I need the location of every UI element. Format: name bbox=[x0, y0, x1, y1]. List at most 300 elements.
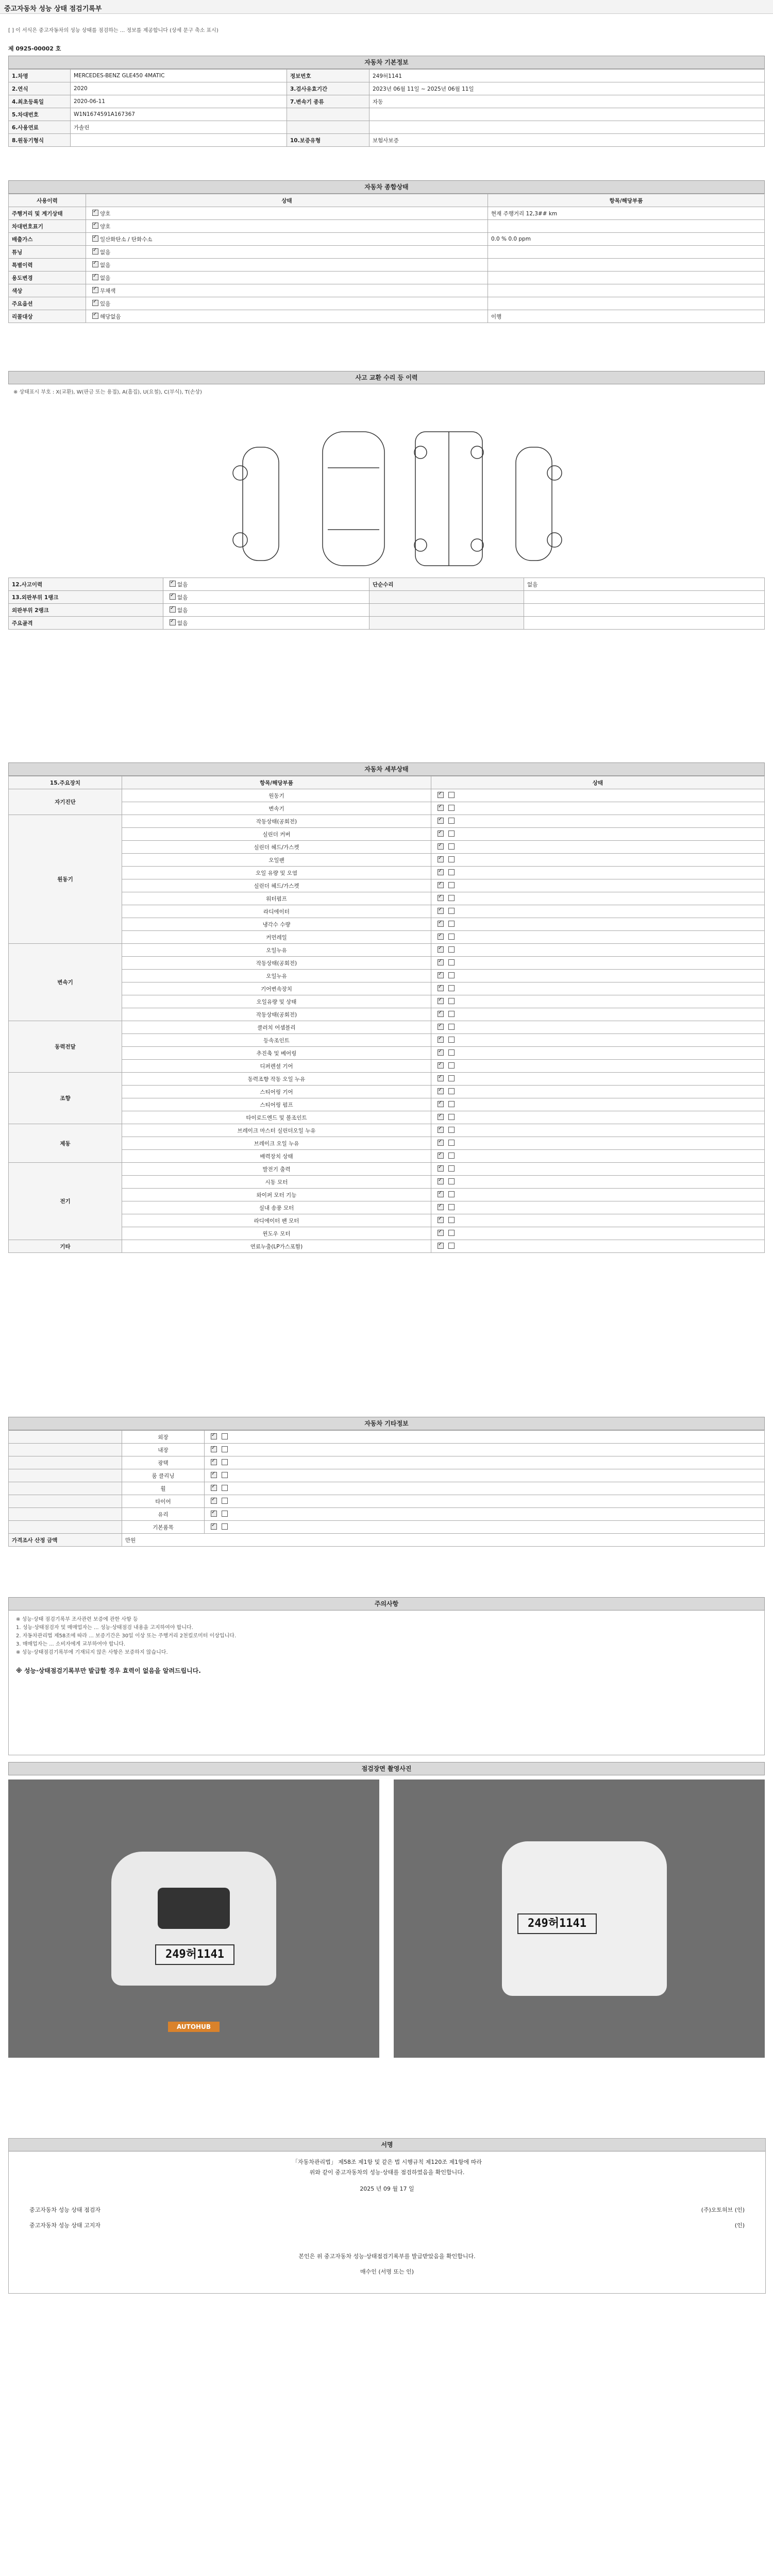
checkbox-unchecked[interactable] bbox=[448, 1153, 455, 1159]
checkbox-unchecked[interactable] bbox=[222, 1485, 228, 1491]
checkbox-checked[interactable] bbox=[438, 908, 444, 914]
signature-line-2: 위와 같이 중고자동차의 성능·상태를 점검하였음을 확인합니다. bbox=[309, 2169, 465, 2176]
other-item-label: 휠 bbox=[122, 1482, 205, 1495]
rear-plate: 249허1141 bbox=[517, 1913, 597, 1934]
checkbox-unchecked[interactable] bbox=[448, 792, 455, 798]
detail-item-label: 실린더 헤드/가스켓 bbox=[122, 879, 431, 892]
checkbox-checked[interactable] bbox=[92, 274, 98, 280]
notes-line: 2. 자동차관리법 제58조에 따라 ... 보증기간은 30일 이상 또는 주행거리 2천킬로미터 이상입니다. bbox=[16, 1633, 237, 1639]
detail-row bbox=[9, 918, 765, 931]
general-state-heading: 자동차 종합상태 bbox=[8, 180, 765, 194]
general-label: 차대번호표기 bbox=[9, 220, 86, 233]
detail-row bbox=[9, 1163, 765, 1176]
detail-item-label: 라디에이터 bbox=[122, 905, 431, 918]
signature-section bbox=[8, 2138, 766, 2294]
buyer-line: 매수인 (서명 또는 인) bbox=[360, 2268, 414, 2275]
basic-row bbox=[9, 121, 765, 134]
checkbox-checked[interactable] bbox=[438, 1011, 444, 1017]
checkbox-unchecked[interactable] bbox=[448, 959, 455, 965]
detail-row bbox=[9, 1021, 765, 1034]
general-row bbox=[9, 246, 765, 259]
checkbox-checked[interactable] bbox=[438, 1217, 444, 1223]
checkbox-unchecked[interactable] bbox=[448, 1204, 455, 1210]
checkbox-unchecked[interactable] bbox=[448, 1191, 455, 1197]
checkbox-unchecked[interactable] bbox=[448, 1075, 455, 1081]
grille-shape bbox=[158, 1888, 230, 1929]
other-state-cell bbox=[205, 1495, 765, 1508]
checkbox-checked[interactable] bbox=[438, 1088, 444, 1094]
checkbox-unchecked[interactable] bbox=[448, 934, 455, 940]
detail-row bbox=[9, 905, 765, 918]
checkbox-checked[interactable] bbox=[211, 1472, 217, 1478]
detail-row bbox=[9, 1073, 765, 1086]
other-group-cell bbox=[9, 1482, 122, 1495]
checkbox-checked[interactable] bbox=[211, 1498, 217, 1504]
other-group-cell bbox=[9, 1431, 122, 1444]
checkbox-checked[interactable] bbox=[438, 818, 444, 824]
checkbox-unchecked[interactable] bbox=[448, 1037, 455, 1043]
checkbox-unchecked[interactable] bbox=[448, 972, 455, 978]
detail-item-label: 라디에이터 팬 모터 bbox=[122, 1214, 431, 1227]
detail-row bbox=[9, 1189, 765, 1201]
other-item-label: 유리 bbox=[122, 1508, 205, 1521]
general-note: 이행 bbox=[488, 310, 765, 323]
detail-state-cell bbox=[431, 1201, 765, 1214]
detail-row bbox=[9, 982, 765, 995]
basic-value-2: 보험사보증 bbox=[369, 134, 765, 147]
detail-row bbox=[9, 828, 765, 841]
detail-state-cell bbox=[431, 1098, 765, 1111]
general-value: 있음 bbox=[100, 300, 111, 307]
checkbox-unchecked[interactable] bbox=[448, 1101, 455, 1107]
front-photo bbox=[8, 1780, 379, 2058]
inspector-name: (주)오토허브 (인) bbox=[701, 2207, 745, 2213]
detail-state-cell bbox=[431, 931, 765, 944]
detail-item-label: 기어변속장치 bbox=[122, 982, 431, 995]
checkbox-unchecked[interactable] bbox=[448, 1011, 455, 1017]
checkbox-unchecked[interactable] bbox=[448, 1049, 455, 1056]
checkbox-checked[interactable] bbox=[438, 1140, 444, 1146]
damage-row bbox=[9, 617, 765, 630]
general-note bbox=[488, 259, 765, 272]
checkbox-checked[interactable] bbox=[438, 805, 444, 811]
checkbox-checked[interactable] bbox=[438, 921, 444, 927]
general-label: 주요옵션 bbox=[9, 297, 86, 310]
checkbox-unchecked[interactable] bbox=[448, 1127, 455, 1133]
detail-item-label: 동력조향 작동 오일 누유 bbox=[122, 1073, 431, 1086]
checkbox-unchecked[interactable] bbox=[448, 1230, 455, 1236]
checkbox-checked[interactable] bbox=[438, 1024, 444, 1030]
basic-value-2 bbox=[369, 121, 765, 134]
other-row bbox=[9, 1495, 765, 1508]
general-row bbox=[9, 272, 765, 284]
other-item-label: 광택 bbox=[122, 1456, 205, 1469]
checkbox-unchecked[interactable] bbox=[448, 1178, 455, 1184]
signature-date: 2025 년 09 월 17 일 bbox=[360, 2185, 414, 2192]
checkbox-unchecked[interactable] bbox=[448, 985, 455, 991]
checkbox-unchecked[interactable] bbox=[448, 1140, 455, 1146]
other-state-cell bbox=[205, 1456, 765, 1469]
basic-label: 5.차대번호 bbox=[9, 108, 71, 121]
checkbox-unchecked[interactable] bbox=[222, 1446, 228, 1452]
general-note bbox=[488, 246, 765, 259]
basic-label: 8.원동기형식 bbox=[9, 134, 71, 147]
checkbox-unchecked[interactable] bbox=[448, 1114, 455, 1120]
general-label: 튜닝 bbox=[9, 246, 86, 259]
detail-row bbox=[9, 944, 765, 957]
detail-state-cell bbox=[431, 995, 765, 1008]
detail-row bbox=[9, 789, 765, 802]
checkbox-checked[interactable] bbox=[438, 959, 444, 965]
checkbox-unchecked[interactable] bbox=[448, 843, 455, 850]
detail-state-cell bbox=[431, 892, 765, 905]
detail-row bbox=[9, 802, 765, 815]
checkbox-checked[interactable] bbox=[438, 1037, 444, 1043]
damage-label-2: 단순수리 bbox=[369, 578, 524, 591]
car-top-view-icon bbox=[323, 432, 384, 566]
general-label: 배출가스 bbox=[9, 233, 86, 246]
detail-item-label: 오일 유량 및 오염 bbox=[122, 867, 431, 879]
checkbox-checked[interactable] bbox=[438, 856, 444, 862]
damage-value-cell bbox=[163, 617, 369, 630]
detail-item-label: 냉각수 수량 bbox=[122, 918, 431, 931]
basic-value: 2020 bbox=[71, 82, 287, 95]
damage-value: 없음 bbox=[177, 594, 188, 601]
other-group-cell bbox=[9, 1521, 122, 1534]
basic-value-2 bbox=[369, 108, 765, 121]
detail-row bbox=[9, 1214, 765, 1227]
checkbox-checked[interactable] bbox=[92, 235, 98, 242]
detail-state-cell bbox=[431, 854, 765, 867]
detail-col-item: 항목/해당부품 bbox=[122, 776, 431, 789]
checkbox-checked[interactable] bbox=[438, 985, 444, 991]
checkbox-unchecked[interactable] bbox=[448, 818, 455, 824]
checkbox-unchecked[interactable] bbox=[448, 831, 455, 837]
checkbox-unchecked[interactable] bbox=[448, 998, 455, 1004]
checkbox-checked[interactable] bbox=[170, 606, 176, 613]
basic-row bbox=[9, 95, 765, 108]
detail-state-cell bbox=[431, 1021, 765, 1034]
checkbox-unchecked[interactable] bbox=[222, 1523, 228, 1530]
detail-group-label: 변속기 bbox=[9, 944, 122, 1021]
checkbox-checked[interactable] bbox=[438, 1191, 444, 1197]
checkbox-checked[interactable] bbox=[438, 1114, 444, 1120]
basic-info-section bbox=[8, 56, 765, 147]
checkbox-unchecked[interactable] bbox=[222, 1511, 228, 1517]
other-row bbox=[9, 1482, 765, 1495]
detail-state-cell bbox=[431, 982, 765, 995]
detail-row bbox=[9, 1124, 765, 1137]
general-row bbox=[9, 310, 765, 323]
damage-label: 외판부위 2랭크 bbox=[9, 604, 163, 617]
other-item-label: 기본품목 bbox=[122, 1521, 205, 1534]
detail-row bbox=[9, 1060, 765, 1073]
detail-state-cell bbox=[431, 918, 765, 931]
checkbox-unchecked[interactable] bbox=[448, 856, 455, 862]
detail-state-cell bbox=[431, 1150, 765, 1163]
checkbox-checked[interactable] bbox=[438, 869, 444, 875]
other-item-label: 내장 bbox=[122, 1444, 205, 1456]
detail-row bbox=[9, 1137, 765, 1150]
basic-label: 6.사용연료 bbox=[9, 121, 71, 134]
general-row bbox=[9, 284, 765, 297]
general-state-cell bbox=[86, 259, 488, 272]
other-info-table bbox=[8, 1430, 765, 1547]
checkbox-checked[interactable] bbox=[438, 792, 444, 798]
general-state-table bbox=[8, 194, 765, 323]
basic-value: MERCEDES-BENZ GLE450 4MATIC bbox=[71, 70, 287, 82]
other-info-section bbox=[8, 1417, 765, 1547]
detail-item-label: 타이로드엔드 및 볼조인트 bbox=[122, 1111, 431, 1124]
checkbox-checked[interactable] bbox=[438, 895, 444, 901]
damage-label-2 bbox=[369, 591, 524, 604]
other-item-label: 타이어 bbox=[122, 1495, 205, 1508]
checkbox-unchecked[interactable] bbox=[448, 895, 455, 901]
detail-item-label: 추진축 및 베어링 bbox=[122, 1047, 431, 1060]
damage-value: 없음 bbox=[177, 607, 188, 614]
damage-value: 없음 bbox=[177, 620, 188, 626]
detail-row bbox=[9, 1098, 765, 1111]
general-state-cell bbox=[86, 297, 488, 310]
general-label: 색상 bbox=[9, 284, 86, 297]
detail-state-cell bbox=[431, 905, 765, 918]
checkbox-checked[interactable] bbox=[438, 1062, 444, 1069]
general-row bbox=[9, 259, 765, 272]
checkbox-unchecked[interactable] bbox=[222, 1472, 228, 1478]
other-row bbox=[9, 1456, 765, 1469]
detail-item-label: 클러치 어셈블리 bbox=[122, 1021, 431, 1034]
general-state-section bbox=[8, 180, 765, 323]
checkbox-checked[interactable] bbox=[170, 581, 176, 587]
detail-state-cell bbox=[431, 1111, 765, 1124]
detail-group-label: 제동 bbox=[9, 1124, 122, 1163]
car-left-view-icon bbox=[233, 447, 279, 561]
checkbox-checked[interactable] bbox=[438, 1204, 444, 1210]
other-state-cell bbox=[205, 1444, 765, 1456]
basic-row bbox=[9, 108, 765, 121]
checkbox-checked[interactable] bbox=[92, 210, 98, 216]
detail-group-label: 자기진단 bbox=[9, 789, 122, 815]
damage-value-2 bbox=[524, 617, 765, 630]
general-row bbox=[9, 233, 765, 246]
checkbox-unchecked[interactable] bbox=[448, 1165, 455, 1172]
other-item-label: 외장 bbox=[122, 1431, 205, 1444]
general-value: 해당없음 bbox=[100, 313, 121, 320]
damage-value-2 bbox=[524, 604, 765, 617]
basic-row bbox=[9, 82, 765, 95]
general-label: 특별이력 bbox=[9, 259, 86, 272]
checkbox-checked[interactable] bbox=[92, 300, 98, 306]
checkbox-checked[interactable] bbox=[438, 1153, 444, 1159]
checkbox-unchecked[interactable] bbox=[448, 882, 455, 888]
basic-label: 1.차명 bbox=[9, 70, 71, 82]
basic-label-2: 7.변속기 종류 bbox=[287, 95, 369, 108]
checkbox-checked[interactable] bbox=[438, 972, 444, 978]
detail-item-label: 오일유량 및 상태 bbox=[122, 995, 431, 1008]
rear-photo bbox=[394, 1780, 765, 2058]
checkbox-checked[interactable] bbox=[438, 1178, 444, 1184]
detail-row bbox=[9, 1008, 765, 1021]
checkbox-unchecked[interactable] bbox=[448, 1217, 455, 1223]
basic-label: 4.최초등록일 bbox=[9, 95, 71, 108]
checkbox-checked[interactable] bbox=[92, 287, 98, 293]
checkbox-unchecked[interactable] bbox=[448, 908, 455, 914]
checkbox-unchecked[interactable] bbox=[448, 1062, 455, 1069]
damage-label-2 bbox=[369, 617, 524, 630]
checkbox-unchecked[interactable] bbox=[448, 921, 455, 927]
checkbox-checked[interactable] bbox=[438, 1075, 444, 1081]
checkbox-checked[interactable] bbox=[438, 843, 444, 850]
general-state-cell bbox=[86, 246, 488, 259]
notice-text: [ ] 이 서식은 중고자동차의 성능 상태를 점검하는 ... 정보를 제공합니다 (상세 문구 축소 표시) bbox=[8, 28, 219, 33]
detail-state-cell bbox=[431, 970, 765, 982]
general-note bbox=[488, 220, 765, 233]
checkbox-checked[interactable] bbox=[211, 1511, 217, 1517]
checkbox-checked[interactable] bbox=[211, 1446, 217, 1452]
detail-group-label: 조향 bbox=[9, 1073, 122, 1124]
detail-item-label: 오일팬 bbox=[122, 854, 431, 867]
damage-value-cell bbox=[163, 591, 369, 604]
checkbox-unchecked[interactable] bbox=[448, 1088, 455, 1094]
detail-item-label: 작동상태(공회전) bbox=[122, 815, 431, 828]
damage-row bbox=[9, 604, 765, 617]
detail-row bbox=[9, 867, 765, 879]
basic-label-2 bbox=[287, 108, 369, 121]
detail-state-cell bbox=[431, 1086, 765, 1098]
detail-col-state: 상태 bbox=[431, 776, 765, 789]
general-value: 양호 bbox=[100, 223, 111, 230]
document-number: 제 0925-00002 호 bbox=[8, 45, 61, 52]
detail-item-label: 연료누출(LP가스포함) bbox=[122, 1240, 431, 1253]
checkbox-checked[interactable] bbox=[438, 882, 444, 888]
general-state-cell bbox=[86, 272, 488, 284]
checkbox-checked[interactable] bbox=[438, 998, 444, 1004]
checkbox-checked[interactable] bbox=[170, 619, 176, 625]
detail-row bbox=[9, 1111, 765, 1124]
detail-state-cell bbox=[431, 1073, 765, 1086]
basic-row bbox=[9, 70, 765, 82]
general-note bbox=[488, 272, 765, 284]
checkbox-checked[interactable] bbox=[438, 1101, 444, 1107]
detail-state-cell bbox=[431, 1214, 765, 1227]
detail-state-section bbox=[8, 762, 765, 1253]
other-row bbox=[9, 1469, 765, 1482]
general-value: 없음 bbox=[100, 262, 111, 268]
detail-row bbox=[9, 1047, 765, 1060]
checkbox-checked[interactable] bbox=[211, 1459, 217, 1465]
checkbox-checked[interactable] bbox=[170, 594, 176, 600]
detail-group-label: 기타 bbox=[9, 1240, 122, 1253]
general-col-state: 상태 bbox=[86, 194, 488, 207]
detail-item-label: 시동 모터 bbox=[122, 1176, 431, 1189]
checkbox-unchecked[interactable] bbox=[222, 1433, 228, 1439]
basic-label: 2.연식 bbox=[9, 82, 71, 95]
checkbox-checked[interactable] bbox=[438, 831, 444, 837]
detail-row bbox=[9, 841, 765, 854]
other-group-cell bbox=[9, 1456, 122, 1469]
checkbox-checked[interactable] bbox=[438, 1230, 444, 1236]
other-state-cell bbox=[205, 1469, 765, 1482]
detail-state-cell bbox=[431, 957, 765, 970]
other-group-cell bbox=[9, 1444, 122, 1456]
detail-col-main: 15.주요장치 bbox=[9, 776, 122, 789]
inspector-label: 중고자동차 성능 상태 점검자 bbox=[29, 2207, 101, 2213]
photos-heading: 점검장면 촬영사진 bbox=[8, 1762, 765, 1775]
detail-state-cell bbox=[431, 841, 765, 854]
notes-line: 3. 매매업자는 ... 소비자에게 교부하여야 합니다. bbox=[16, 1641, 126, 1647]
car-right-view-icon bbox=[516, 447, 562, 561]
notes-line: ※ 성능·상태 점검기록부 조사관련 보증에 관한 사항 등 bbox=[16, 1617, 138, 1622]
checkbox-checked[interactable] bbox=[92, 313, 98, 319]
detail-state-cell bbox=[431, 944, 765, 957]
detail-state-cell bbox=[431, 815, 765, 828]
detail-item-label: 발전기 출력 bbox=[122, 1163, 431, 1176]
other-row bbox=[9, 1521, 765, 1534]
general-col-item: 항목/해당부품 bbox=[488, 194, 765, 207]
other-row bbox=[9, 1444, 765, 1456]
notes-heading: 주의사항 bbox=[8, 1597, 765, 1611]
signature-line-1: 「자동차관리법」 제58조 제1항 및 같은 법 시행규칙 제120조 제1항에 따라 bbox=[292, 2159, 482, 2165]
general-label: 리콜대상 bbox=[9, 310, 86, 323]
checkbox-unchecked[interactable] bbox=[448, 946, 455, 953]
detail-group-label: 전기 bbox=[9, 1163, 122, 1240]
checkbox-checked[interactable] bbox=[211, 1485, 217, 1491]
checkbox-checked[interactable] bbox=[92, 261, 98, 267]
detail-row bbox=[9, 995, 765, 1008]
checkbox-checked[interactable] bbox=[92, 223, 98, 229]
basic-row bbox=[9, 134, 765, 147]
detail-state-cell bbox=[431, 867, 765, 879]
checkbox-checked[interactable] bbox=[211, 1433, 217, 1439]
checkbox-checked[interactable] bbox=[438, 934, 444, 940]
checkbox-checked[interactable] bbox=[92, 248, 98, 255]
detail-group-label: 원동기 bbox=[9, 815, 122, 944]
checkbox-checked[interactable] bbox=[438, 1243, 444, 1249]
damage-value: 없음 bbox=[177, 581, 188, 588]
detail-state-cell bbox=[431, 828, 765, 841]
checkbox-checked[interactable] bbox=[438, 946, 444, 953]
detail-row bbox=[9, 1201, 765, 1214]
general-col-usage: 사용이력 bbox=[9, 194, 86, 207]
basic-value-2: 자동 bbox=[369, 95, 765, 108]
detail-row bbox=[9, 1176, 765, 1189]
damage-label: 주요골격 bbox=[9, 617, 163, 630]
checkbox-checked[interactable] bbox=[211, 1523, 217, 1530]
checkbox-unchecked[interactable] bbox=[222, 1498, 228, 1504]
detail-item-label: 와이퍼 모터 기능 bbox=[122, 1189, 431, 1201]
checkbox-unchecked[interactable] bbox=[448, 1243, 455, 1249]
checkbox-checked[interactable] bbox=[438, 1049, 444, 1056]
basic-value-2: 2023년 06월 11일 ~ 2025년 06월 11일 bbox=[369, 82, 765, 95]
detail-item-label: 오일누유 bbox=[122, 970, 431, 982]
price-value: 만원 bbox=[122, 1534, 765, 1547]
general-note: 현재 주행거리 12,3## km bbox=[488, 207, 765, 220]
detail-item-label: 워터펌프 bbox=[122, 892, 431, 905]
basic-info-heading: 자동차 기본정보 bbox=[8, 56, 765, 69]
detail-state-cell bbox=[431, 802, 765, 815]
basic-label-2: 정보번호 bbox=[287, 70, 369, 82]
detail-row bbox=[9, 815, 765, 828]
checkbox-unchecked[interactable] bbox=[222, 1459, 228, 1465]
checkbox-checked[interactable] bbox=[438, 1165, 444, 1172]
checkbox-unchecked[interactable] bbox=[448, 1024, 455, 1030]
damage-legend: ※ 상태표시 부호 : X(교환), W(판금 또는 용접), A(흠집), U(요철), C(부식), T(손상) bbox=[13, 389, 202, 395]
checkbox-unchecked[interactable] bbox=[448, 869, 455, 875]
checkbox-unchecked[interactable] bbox=[448, 805, 455, 811]
checkbox-checked[interactable] bbox=[438, 1127, 444, 1133]
basic-value: 2020-06-11 bbox=[71, 95, 287, 108]
detail-state-cell bbox=[431, 1163, 765, 1176]
